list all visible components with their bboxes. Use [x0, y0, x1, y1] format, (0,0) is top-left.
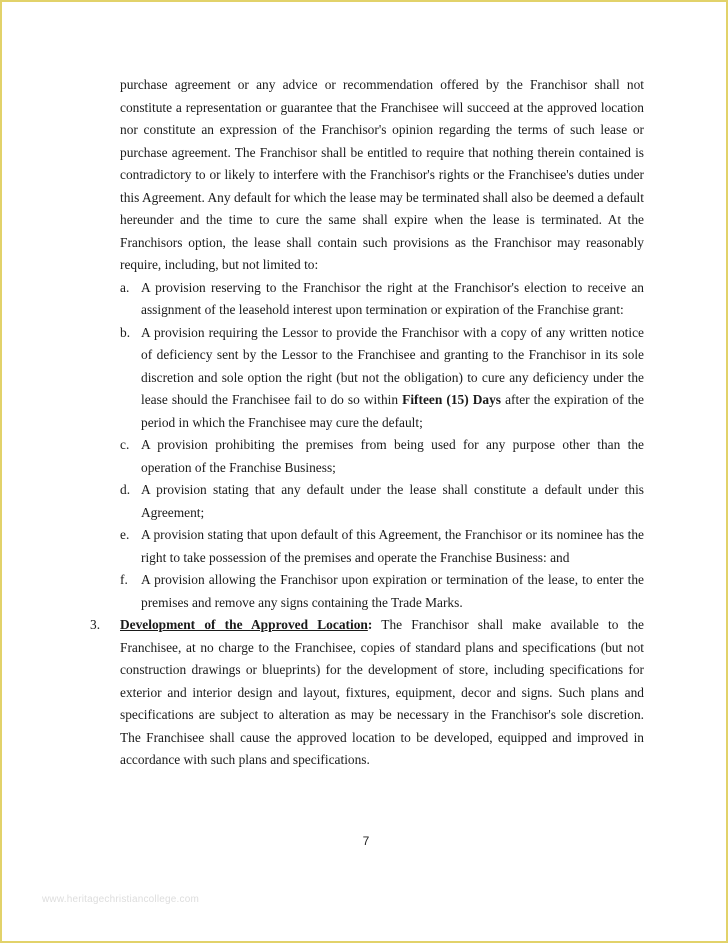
list-item-text: after the expiration of the period in which the Franchisee may cure the default; — [141, 392, 644, 430]
page-number: 7 — [362, 834, 370, 848]
list-marker: d. — [120, 482, 131, 497]
lease-provisions-list — [120, 277, 644, 615]
list-item — [120, 524, 644, 569]
list-item-bold-text: Fifteen (15) Days — [402, 392, 502, 407]
list-item-text: A provision requiring the Lessor to provide the Franchisor with a copy of any written notice of deficiency sent by the Lessor to the Franchisee and granting to the Franchisor in its sole discretion and sole option the right (but not the obligation) to cure any deficiency under the lease should the Franchisee fail to do so within — [141, 324, 644, 407]
watermark: www.heritagechristiancollege.com — [42, 894, 200, 905]
section-3 — [90, 614, 644, 772]
section-heading-colon: : — [367, 617, 373, 632]
list-marker: e. — [120, 527, 130, 542]
list-item — [120, 569, 644, 614]
list-item-text: A provision allowing the Franchisor upon expiration or termination of the lease, to enter the premises and remove any signs containing the Trade Marks. — [141, 572, 644, 610]
intro-paragraph: purchase agreement or any advice or recommendation offered by the Franchisor shall not constitute a representation or guarantee that the Franchisee will succeed at the approved location nor constitute an expression of the Franchisor's opinion regarding the terms of such lease or purchase agreement. The Franchisor shall be entitled to require that nothing therein contained is contradictory to or likely to interfere with the Franchisor's rights or the Franchisee's duties under this Agreement. Any default for which the lease may be terminated shall also be deemed a default hereunder and the time to cure the same shall expire when the lease is terminated. At the Franchisors option, the lease shall contain such provisions as the Franchisor may reasonably require, including, but not limited to: — [120, 77, 644, 272]
document-body — [90, 74, 644, 772]
section-body: The Franchisor shall make available to the Franchisee, at no charge to the Franchisee, copies of standard plans and specifications (but not construction drawings or blueprints) for the development of store, including specifications for exterior and interior design and layout, fixtures, equipment, decor and signs. Such plans and specifications are subject to alteration as may be necessary in the Franchisor's sole discretion. The Franchisee shall cause the approved location to be developed, equipped and improved in accordance with such plans and specifications. — [120, 617, 644, 767]
list-item-text: A provision reserving to the Franchisor the right at the Franchisor's election to receive an assignment of the leasehold interest upon termination or expiration of the Franchise grant: — [141, 279, 644, 317]
list-item-text: A provision stating that upon default of this Agreement, the Franchisor or its nominee has the right to take possession of the premises and operate the Franchise Business: and — [141, 527, 644, 565]
list-marker: c. — [120, 437, 130, 452]
list-item — [120, 277, 644, 322]
list-marker: b. — [120, 324, 131, 340]
list-item — [120, 434, 644, 479]
list-item — [120, 322, 644, 435]
list-item-text: A provision stating that any default under the lease shall constitute a default under this Agreement; — [141, 482, 644, 520]
list-item — [120, 479, 644, 524]
section-number: 3. — [90, 617, 101, 632]
list-marker: a. — [120, 279, 130, 295]
section-heading: Development of the Approved Location — [120, 617, 368, 632]
list-marker: f. — [120, 572, 128, 587]
list-item-text: A provision prohibiting the premises from being used for any purpose other than the operation of the Franchise Business; — [141, 437, 644, 475]
